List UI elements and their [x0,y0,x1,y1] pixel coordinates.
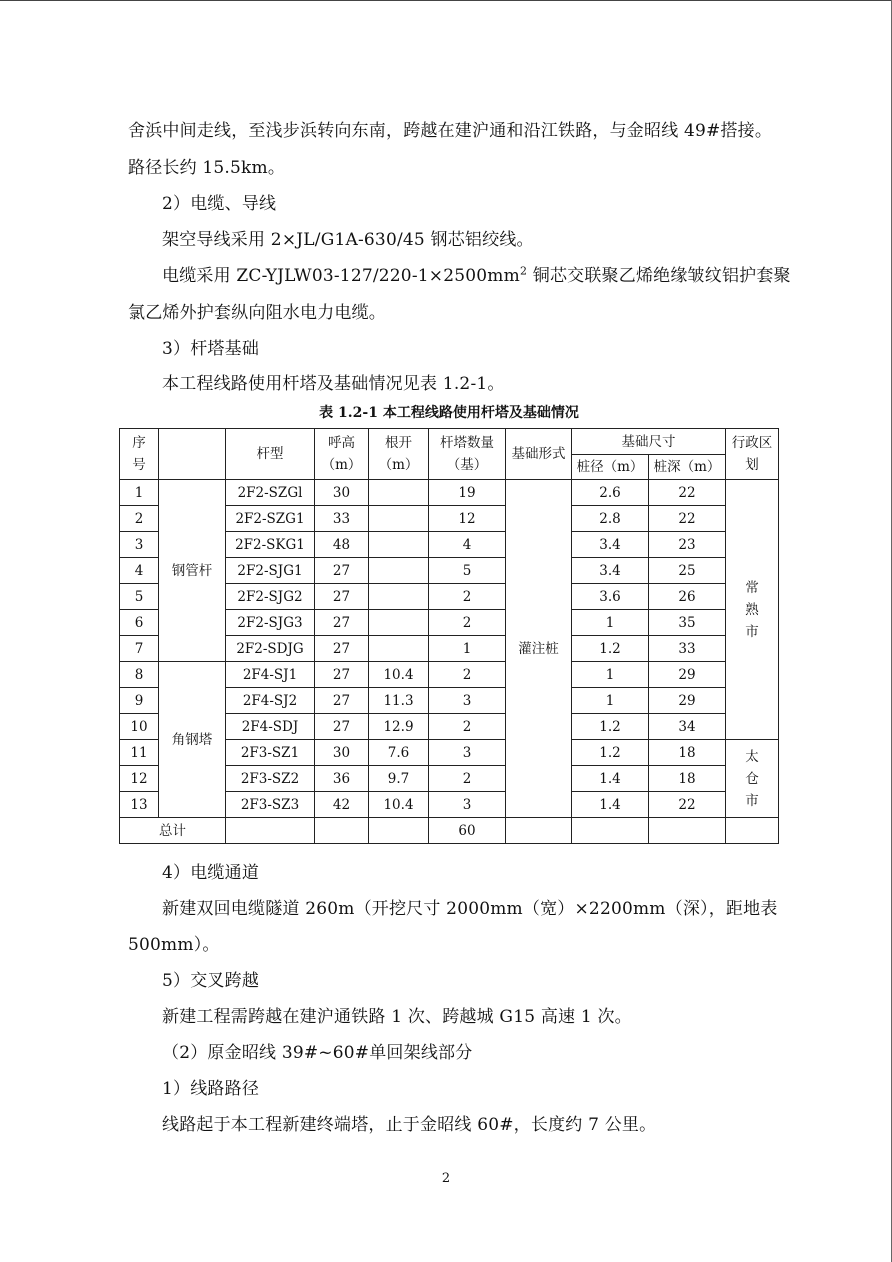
cell-pile-diameter: 2.6 [572,480,649,506]
cell-spread: 10.4 [369,662,429,688]
header-type: 杆型 [226,429,315,480]
cable-spec-text-rest: 铜芯交联聚乙烯绝缘皱纹铝护套聚 [527,266,791,286]
cell-pile-diameter: 1.2 [572,714,649,740]
cell-spread: 10.4 [369,792,429,818]
cell-count: 19 [429,480,506,506]
paragraph-line: 架空导线采用 2×JL/G1A-630/45 钢芯铝绞线。 [162,230,534,250]
cell-seq: 7 [120,636,159,662]
cell-height: 27 [315,636,369,662]
table-total-row [120,818,779,844]
section-heading: 2）电缆、导线 [162,194,277,214]
cell-height: 36 [315,766,369,792]
cell-spread [369,532,429,558]
cell-type: 2F2-SKG1 [226,532,315,558]
cell-pile-diameter: 3.4 [572,532,649,558]
paragraph-line: 本工程线路使用杆塔及基础情况见表 1.2-1。 [162,374,505,394]
cell-seq: 10 [120,714,159,740]
cell-pile-depth: 22 [649,792,726,818]
cell-seq: 13 [120,792,159,818]
paragraph-line [162,258,791,295]
cell-total-count: 60 [429,818,506,844]
cell-seq: 2 [120,506,159,532]
cell-seq: 6 [120,610,159,636]
cell-seq: 11 [120,740,159,766]
page-number: 2 [441,1171,451,1186]
cell-count: 3 [429,688,506,714]
cell-pile-depth: 18 [649,740,726,766]
cell-count: 5 [429,558,506,584]
cell-empty [649,818,726,844]
cell-seq: 12 [120,766,159,792]
cell-seq: 4 [120,558,159,584]
cell-height: 27 [315,714,369,740]
cell-height: 27 [315,662,369,688]
table-row [120,662,779,688]
cell-height: 30 [315,480,369,506]
header-region: 行政区划 [726,429,779,480]
cell-height: 48 [315,532,369,558]
cell-pile-diameter: 1 [572,610,649,636]
header-blank [159,429,226,480]
cell-type: 2F2-SJG1 [226,558,315,584]
paragraph-line: 新建工程需跨越在建沪通铁路 1 次、跨越城 G15 高速 1 次。 [162,1007,632,1027]
cell-seq: 3 [120,532,159,558]
cell-foundation-type: 灌注桩 [506,480,572,818]
cell-pile-depth: 23 [649,532,726,558]
page-top-border [0,0,892,1]
cell-spread [369,584,429,610]
tower-foundation-table [119,428,779,844]
cell-count: 4 [429,532,506,558]
cell-pile-depth: 34 [649,714,726,740]
cell-spread [369,558,429,584]
cell-type: 2F2-SJG2 [226,584,315,610]
cell-count: 2 [429,714,506,740]
cell-count: 2 [429,584,506,610]
header-pile-diameter: 桩径（m） [572,455,649,480]
cell-pile-diameter: 1 [572,688,649,714]
cell-pile-diameter: 1 [572,662,649,688]
table-row [120,480,779,506]
cable-spec-text: 电缆采用 ZC-YJLW03-127/220-1×2500mm [162,266,520,286]
cell-type: 2F2-SDJG [226,636,315,662]
paragraph-line: 500mm）。 [128,935,220,955]
cell-count: 12 [429,506,506,532]
cell-empty [726,818,779,844]
cell-seq: 5 [120,584,159,610]
cell-count: 2 [429,662,506,688]
section-heading: 3）杆塔基础 [162,339,260,359]
cell-pile-diameter: 1.4 [572,792,649,818]
cell-count: 3 [429,792,506,818]
section-heading: 1）线路路径 [162,1079,260,1099]
section-heading: 4）电缆通道 [162,863,260,883]
cell-spread: 9.7 [369,766,429,792]
paragraph-line: 氯乙烯外护套纵向阻水电力电缆。 [128,303,386,323]
cell-pile-depth: 25 [649,558,726,584]
paragraph-line: 线路起于本工程新建终端塔，止于金昭线 60#，长度约 7 公里。 [162,1115,657,1135]
cell-height: 42 [315,792,369,818]
cell-pile-diameter: 3.6 [572,584,649,610]
cell-spread: 7.6 [369,740,429,766]
cell-total-label: 总计 [120,818,226,844]
cell-seq: 1 [120,480,159,506]
cell-type: 2F3-SZ2 [226,766,315,792]
header-pile-depth: 桩深（m） [649,455,726,480]
table-header-row [120,429,779,455]
section-heading: （2）原金昭线 39#~60#单回架线部分 [162,1043,473,1063]
cell-seq: 8 [120,662,159,688]
header-count: 杆塔数量（基） [429,429,506,480]
group-steel-pole: 钢管杆 [159,480,226,662]
cell-pile-depth: 35 [649,610,726,636]
header-spread: 根开（m） [369,429,429,480]
cell-pile-depth: 18 [649,766,726,792]
paragraph-line: 路径长约 15.5km。 [128,158,286,178]
cell-spread [369,610,429,636]
cell-pile-depth: 33 [649,636,726,662]
cell-height: 27 [315,558,369,584]
cell-pile-depth: 22 [649,480,726,506]
cell-type: 2F4-SJ1 [226,662,315,688]
cell-pile-diameter: 3.4 [572,558,649,584]
cell-height: 27 [315,688,369,714]
region-changshu: 常熟市 [726,480,779,740]
header-height: 呼高（m） [315,429,369,480]
cell-pile-diameter: 1.2 [572,740,649,766]
cell-spread: 11.3 [369,688,429,714]
cell-count: 3 [429,740,506,766]
cell-height: 30 [315,740,369,766]
cell-empty [315,818,369,844]
cell-empty [226,818,315,844]
header-seq: 序号 [120,429,159,480]
cell-empty [369,818,429,844]
cell-type: 2F2-SZGl [226,480,315,506]
cell-type: 2F3-SZ3 [226,792,315,818]
cell-height: 27 [315,584,369,610]
cell-empty [572,818,649,844]
cell-type: 2F2-SZG1 [226,506,315,532]
header-foundation-type: 基础形式 [506,429,572,480]
table-title: 表 1.2-1 本工程线路使用杆塔及基础情况 [319,405,579,421]
cell-pile-diameter: 2.8 [572,506,649,532]
cell-type: 2F3-SZ1 [226,740,315,766]
section-heading: 5）交叉跨越 [162,971,260,991]
cell-height: 33 [315,506,369,532]
cell-type: 2F4-SJ2 [226,688,315,714]
cell-pile-depth: 26 [649,584,726,610]
cell-type: 2F4-SDJ [226,714,315,740]
cell-pile-depth: 29 [649,662,726,688]
cell-count: 2 [429,766,506,792]
region-taicang: 太仓市 [726,740,779,818]
paragraph-line: 新建双回电缆隧道 260m（开挖尺寸 2000mm（宽）×2200mm（深），距地表 [162,899,778,919]
cell-height: 27 [315,610,369,636]
cell-pile-depth: 22 [649,506,726,532]
cell-pile-depth: 29 [649,688,726,714]
superscript: 2 [519,264,528,278]
cell-spread: 12.9 [369,714,429,740]
cell-empty [506,818,572,844]
group-angle-steel-tower: 角钢塔 [159,662,226,818]
cell-spread [369,506,429,532]
cell-count: 2 [429,610,506,636]
cell-spread [369,480,429,506]
header-foundation-size: 基础尺寸 [572,429,726,455]
cell-count: 1 [429,636,506,662]
paragraph-line: 舍浜中间走线，至浅步浜转向东南，跨越在建沪通和沿江铁路，与金昭线 49#搭接。 [128,121,773,141]
cell-pile-diameter: 1.4 [572,766,649,792]
cell-spread [369,636,429,662]
cell-pile-diameter: 1.2 [572,636,649,662]
cell-type: 2F2-SJG3 [226,610,315,636]
cell-seq: 9 [120,688,159,714]
